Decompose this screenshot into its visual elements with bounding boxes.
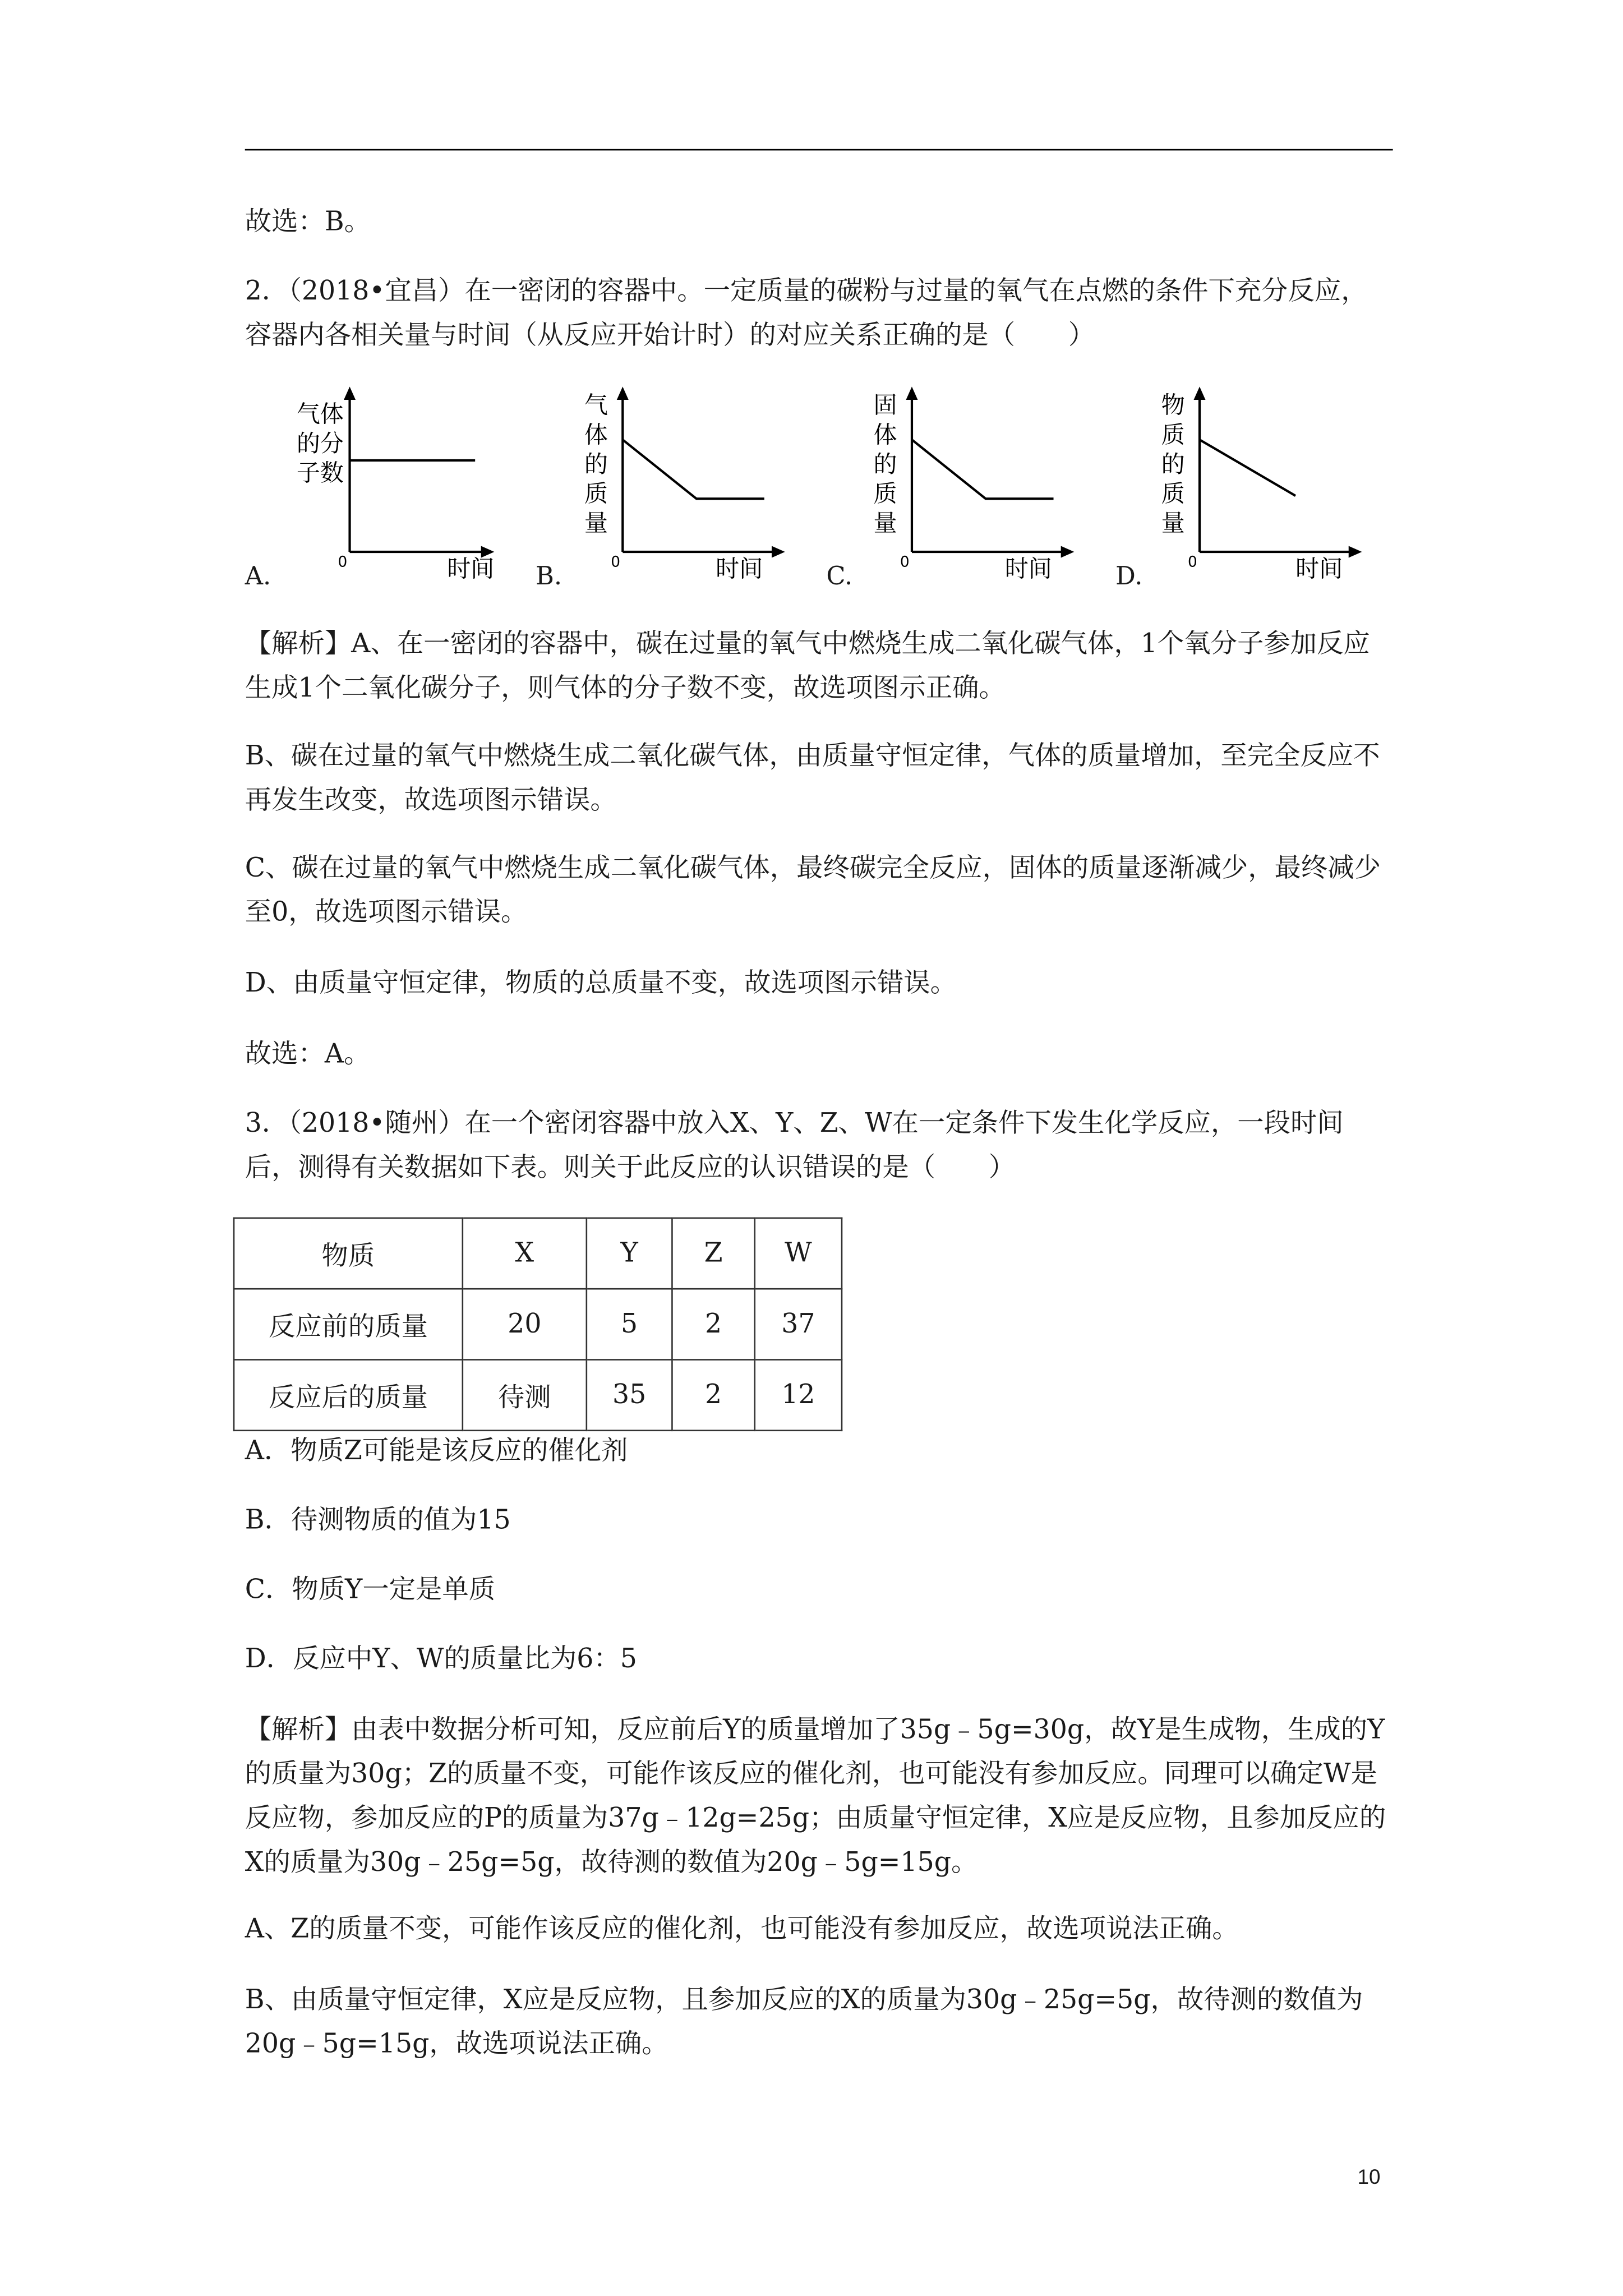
graph-b-ylabel-4: 质 — [584, 480, 608, 508]
analysis-q2-c: C、碳在过量的氧气中燃烧生成二氧化碳气体，最终碳完全反应，固体的质量逐渐减少，最终减少至0，故选项图示错误。 — [245, 852, 1381, 928]
option-d-label: D. — [1115, 562, 1143, 592]
analysis-q3-b: B、由质量守恒定律，X应是反应物，且参加反应的X的质量为30g﹣25g=5g，故待测的数值为20g﹣5g=15g，故选项说法正确。 — [245, 1984, 1363, 2060]
page-number: 10 — [1357, 2164, 1381, 2188]
option-c-label: C. — [826, 562, 853, 592]
option-a: A．物质Z可能是该反应的催化剂 — [245, 1435, 628, 1467]
table-cell: 2 — [672, 1359, 754, 1430]
graph-b-origin: 0 — [611, 554, 620, 571]
question-3: 3．（2018•随州）在一个密闭容器中放入X、Y、Z、W在一定条件下发生化学反应，一段时间后，测得有关数据如下表。则关于此反应的认识错误的是（ ） — [245, 1108, 1344, 1184]
graph-c-ylabel-3: 的 — [873, 450, 897, 478]
graph-c-ylabel-2: 体 — [873, 421, 897, 449]
table-cell: 5 — [587, 1289, 672, 1359]
option-a-label: A. — [245, 562, 271, 592]
graph-b — [578, 381, 800, 587]
analysis-q2-d: D、由质量守恒定律，物质的总质量不变，故选项图示错误。 — [245, 967, 957, 999]
graph-d — [1154, 381, 1375, 587]
table-row — [234, 1289, 842, 1359]
option-b-label: B. — [536, 562, 562, 592]
graph-c-line — [912, 440, 1054, 499]
graph-c-ylabel-4: 质 — [873, 480, 897, 508]
table-cell: Y — [587, 1218, 672, 1289]
table-cell: 37 — [755, 1289, 842, 1359]
graph-b-ylabel-3: 的 — [584, 450, 608, 478]
analysis-q2-b: B、碳在过量的氧气中燃烧生成二氧化碳气体，由质量守恒定律，气体的质量增加，至完全反应不再发生改变，故选项图示错误。 — [245, 740, 1380, 816]
table-cell: X — [463, 1218, 587, 1289]
graph-b-ylabel-2: 体 — [584, 421, 608, 449]
analysis-q3-a: A、Z的质量不变，可能作该反应的催化剂，也可能没有参加反应，故选项说法正确。 — [245, 1914, 1239, 1945]
graph-c-ylabel-1: 固 — [873, 391, 897, 419]
table-header-row — [234, 1218, 842, 1289]
table-cell: 反应前的质量 — [234, 1289, 463, 1359]
graph-c-origin: 0 — [900, 554, 910, 571]
graph-a-xlabel: 时间 — [447, 555, 495, 583]
graph-d-ylabel-4: 质 — [1161, 480, 1185, 508]
graph-b-xlabel: 时间 — [716, 555, 763, 583]
analysis-q2: 【解析】A、在一密闭的容器中，碳在过量的氧气中燃烧生成二氧化碳气体，1个氧分子参加反应生成1个二氧化碳分子，则气体的分子数不变，故选项图示正确。 — [245, 628, 1370, 704]
table-cell: 2 — [672, 1289, 754, 1359]
option-d: D．反应中Y、W的质量比为6：5 — [245, 1643, 637, 1675]
graph-c-xlabel: 时间 — [1004, 555, 1052, 583]
graph-d-origin: 0 — [1187, 554, 1197, 571]
graph-d-xlabel: 时间 — [1295, 555, 1343, 583]
graph-d-ylabel-3: 的 — [1161, 450, 1185, 478]
graph-d-ylabel-5: 量 — [1161, 509, 1185, 537]
graph-d-line — [1200, 440, 1295, 496]
question-2: 2．（2018•宜昌）在一密闭的容器中。一定质量的碳粉与过量的氧气在点燃的条件下充分反应，容器内各相关量与时间（从反应开始计时）的对应关系正确的是（ ） — [245, 275, 1368, 352]
table-cell: 反应后的质量 — [234, 1359, 463, 1430]
graph-b-ylabel-1: 气 — [584, 391, 608, 419]
option-b: B．待测物质的值为15 — [245, 1505, 511, 1536]
graph-a — [289, 381, 511, 587]
graph-a-origin: 0 — [338, 554, 348, 571]
analysis-q3: 【解析】由表中数据分析可知，反应前后Y的质量增加了35g﹣5g=30g，故Y是生成物，生成的Y的质量为30g；Z的质量不变，可能作该反应的催化剂，也可能没有参加反应。同理可以确定W是反应物，参加反应的P的质量为37g﹣12g=25g；由质量守恒定律，X应是反应物，且参加反应的X的质量为30g﹣25g=5g，故待测的数值为20g﹣5g=15g。 — [245, 1714, 1386, 1879]
answer-q1: 故选：B。 — [245, 206, 371, 238]
graph-b-ylabel-5: 量 — [584, 509, 608, 537]
graph-a-ylabel-1: 气体 — [296, 400, 344, 428]
table-cell: 物质 — [234, 1218, 463, 1289]
table-cell: 12 — [755, 1359, 842, 1430]
data-table — [233, 1218, 843, 1431]
graph-a-ylabel-3: 子数 — [296, 459, 344, 487]
option-c: C．物质Y一定是单质 — [245, 1574, 496, 1606]
table-cell: 35 — [587, 1359, 672, 1430]
table-cell: W — [755, 1218, 842, 1289]
graph-d-ylabel-1: 物 — [1161, 391, 1185, 419]
graph-b-line — [623, 440, 764, 499]
table-row — [234, 1359, 842, 1430]
answer-q2: 故选：A。 — [245, 1039, 371, 1070]
graph-d-ylabel-2: 质 — [1161, 421, 1185, 449]
header-rule — [245, 149, 1393, 151]
table-cell: Z — [672, 1218, 754, 1289]
graph-c — [868, 381, 1089, 587]
graph-a-ylabel-2: 的分 — [296, 430, 344, 458]
graph-c-ylabel-5: 量 — [873, 509, 897, 537]
table-cell: 待测 — [463, 1359, 587, 1430]
table-cell: 20 — [463, 1289, 587, 1359]
